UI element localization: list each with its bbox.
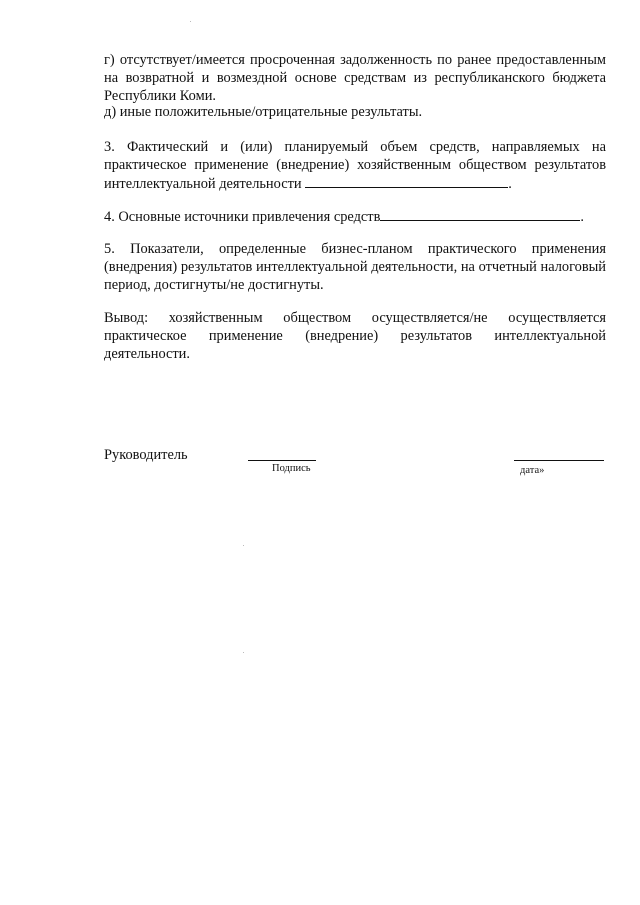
item-d-paragraph: д) иные положительные/отрицательные результаты. (104, 104, 423, 120)
section-4-paragraph (104, 207, 606, 226)
section-3-text: 3. Фактический и (или) планируемый объем средств, направляемых на практическое применение (внедрение) хозяйственным обществом результатов интеллектуальной деятельности (104, 139, 606, 192)
section-3-fill-line (305, 174, 508, 188)
scan-artifact (243, 652, 244, 653)
section-3-end: . (508, 176, 512, 192)
signature-line (248, 460, 316, 461)
date-caption: дата» (520, 465, 545, 476)
signatory-role: Руководитель (104, 447, 188, 463)
scan-artifact (243, 545, 244, 546)
signature-caption: Подпись (272, 463, 311, 474)
section-4-fill-line (380, 207, 580, 221)
conclusion-paragraph: Вывод: хозяйственным обществом осуществляется/не осуществляется практическое применение (внедрение) результатов интеллектуальной деятельности. (104, 310, 606, 362)
section-3-paragraph (104, 138, 606, 193)
section-4-text: 4. Основные источники привлечения средств (104, 209, 381, 225)
item-g-paragraph: г) отсутствует/имеется просроченная задолженность по ранее предоставленным на возвратной и возмездной основе средствам из республиканского бюджета Республики Коми. (104, 52, 606, 104)
scan-artifact (190, 21, 191, 22)
date-line (514, 460, 604, 461)
section-4-end: . (580, 209, 584, 225)
section-5-paragraph: 5. Показатели, определенные бизнес-планом практического применения (внедрения) результатов интеллектуальной деятельности, на отчетный налоговый период, достигнуты/не достигнуты. (104, 241, 606, 293)
